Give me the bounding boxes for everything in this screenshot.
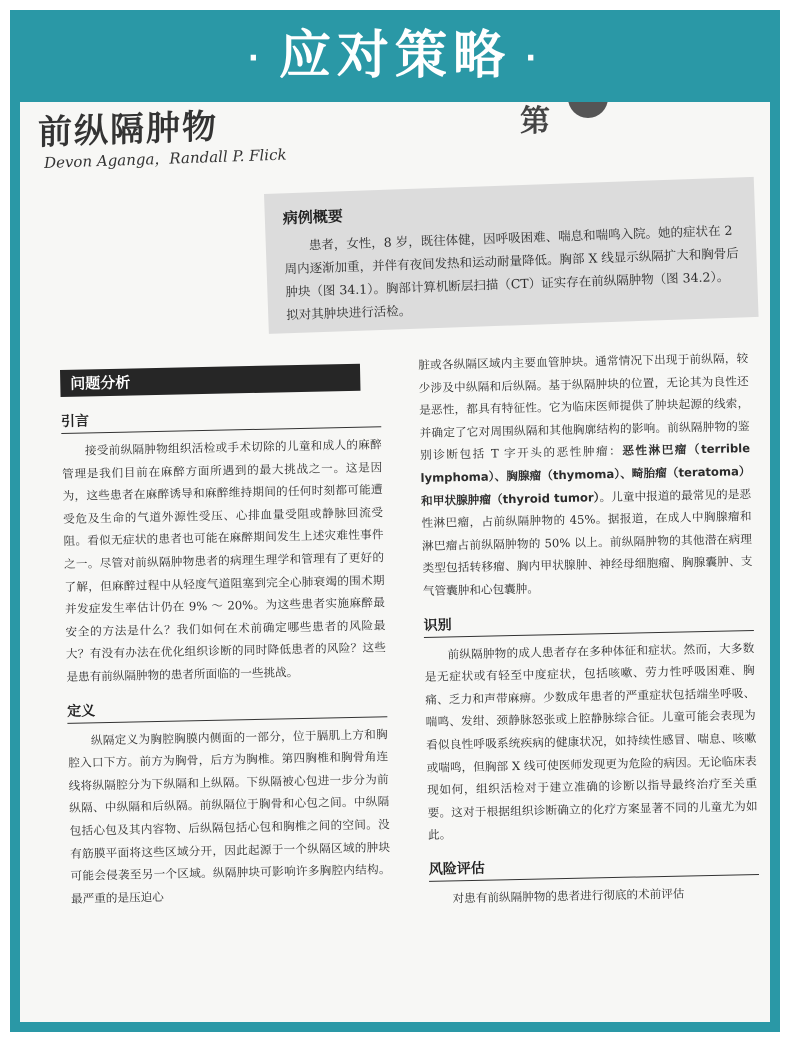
recognition-heading: 识别 xyxy=(423,608,753,638)
banner-title: 应对策略 xyxy=(278,26,511,86)
bold-differential-text: 恶性淋巴瘤（terrible lymphoma）、胸腺瘤（thymoma）、畸胎瘤（teratoma）和甲状腺肿瘤（thyroid tumor） xyxy=(420,441,751,508)
intro-heading: 引言 xyxy=(61,404,381,434)
after-bold-text: 。儿童中报道的最常见的是恶性淋巴瘤，占前纵隔肿物的 45%。据报道，在成人中胸腺瘤和淋巴瘤占前纵隔肿物的 50% 以上。前纵隔肿物的其他潜在病理类型包括转移瘤、胸内甲状腺肿、神经母细胞瘤、胸腺囊肿、支气管囊肿和心包囊肿。 xyxy=(421,486,753,598)
definition-paragraph: 纵隔定义为胸腔胸膜内侧面的一部分，位于膈肌上方和胸腔入口下方。前方为胸骨，后方为胸椎。第四胸椎和胸骨角连线将纵隔腔分为下纵隔和上纵隔。下纵隔被心包进一步分为前纵隔、中纵隔和后纵隔。前纵隔位于胸骨和心包之间。中纵隔包括心包及其内容物、后纵隔包括心包和胸椎之间的空间。没有筋膜平面将这些区域分开，因此起源于一个纵隔区域的肿块可能会侵袭至另一个区域。纵隔肿块可影响许多胸腔内结构。最严重的是压迫心 xyxy=(68,726,391,906)
banner-dot-left: · xyxy=(247,41,265,76)
banner xyxy=(20,10,770,102)
continuation-paragraph xyxy=(418,347,753,602)
section-title-bar: 问题分析 xyxy=(60,364,360,397)
definition-heading: 定义 xyxy=(67,694,387,724)
chapter-title: 前纵隔肿物 xyxy=(38,106,218,154)
left-column xyxy=(60,363,391,910)
intro-paragraph: 接受前纵隔肿物组织活检或手术切除的儿童和成人的麻醉管理是我们目前在麻醉方面所遇到的最大挑战之一。这是因为，这些患者在麻醉诱导和麻醉维持期间的任何时刻都可能遭受危及生命的气道外源性受压、心排血量受阻或静脉回流受阻。看似无症状的患者也可能在麻醉期间发生上述灾难性事件之一。尽管对前纵隔肿物患者的病理生理学和管理有了更好的了解，但麻醉过程中从轻度气道阻塞到完全心肺衰竭的围术期并发症发生率估计仍在 9% ～ 20%。为这些患者实施麻醉最安全的方法是什么？我们如何在术前确定哪些患者的风险最大？有没有办法在优化组织诊断的同时降低患者的风险？这些是患有前纵隔肿物的患者所面临的一些挑战。 xyxy=(62,437,387,684)
authors: Devon Aganga，Randall P. Flick xyxy=(43,145,287,172)
banner-dot-right: · xyxy=(525,41,543,76)
case-summary-heading: 病例概要 xyxy=(282,207,344,228)
continuation-text: 脏或各纵隔区域内主要血管肿块。通常情况下出现于前纵隔，较少涉及中纵隔和后纵隔。基于纵隔肿块的位置，无论其为良性还是恶性，都具有特征性。它为临床医师提供了肿块起源的线索，并确定了它对周围纵隔和其他胸廓结构的影响。前纵隔肿物的鉴别诊断包括 T 字开头的恶性肿瘤： xyxy=(418,351,750,463)
book-page xyxy=(20,102,770,1032)
bleed-through-text xyxy=(24,192,44,452)
risk-heading: 风险评估 xyxy=(429,852,759,882)
recognition-paragraph: 前纵隔肿物的成人患者存在多种体征和症状。然而，大多数是无症状或有轻至中度症状，包括咳嗽、劳力性呼吸困难、胸痛、乏力和声带麻痹。少数成年患者的严重症状包括端坐呼吸、喘鸣、发绀、颈静脉怒张或上腔静脉综合征。儿童可能会表现为看似良性呼吸系统疾病的健康状况，如持续性感冒、喘息、咳嗽或喘鸣，但胸部 X 线可使医师发现更为危险的病因。无论临床表现如何，组织活检对于建立准确的诊断以指导最终治疗至关重要。这对于根据组织诊断确立的化疗方案显著不同的儿童尤为如此。 xyxy=(424,640,758,843)
page-frame xyxy=(10,10,780,1032)
risk-paragraph: 对患有前纵隔肿物的患者进行彻底的术前评估 xyxy=(452,886,685,906)
right-column xyxy=(418,347,760,910)
case-summary-text: 患者，女性，8 岁，既往体健，因呼吸困难、喘息和喘鸣入院。她的症状在 2 周内逐渐加重，并伴有夜间发热和运动耐量降低。胸部 X 线显示纵隔扩大和胸骨后肿块（图 34.1）。胸部计算机断层扫描（CT）证实存在前纵隔肿物（图 34.2）。拟对其肿块进行活检。 xyxy=(284,222,739,323)
case-summary-box xyxy=(264,177,759,334)
chapter-number: 第 xyxy=(520,104,550,139)
